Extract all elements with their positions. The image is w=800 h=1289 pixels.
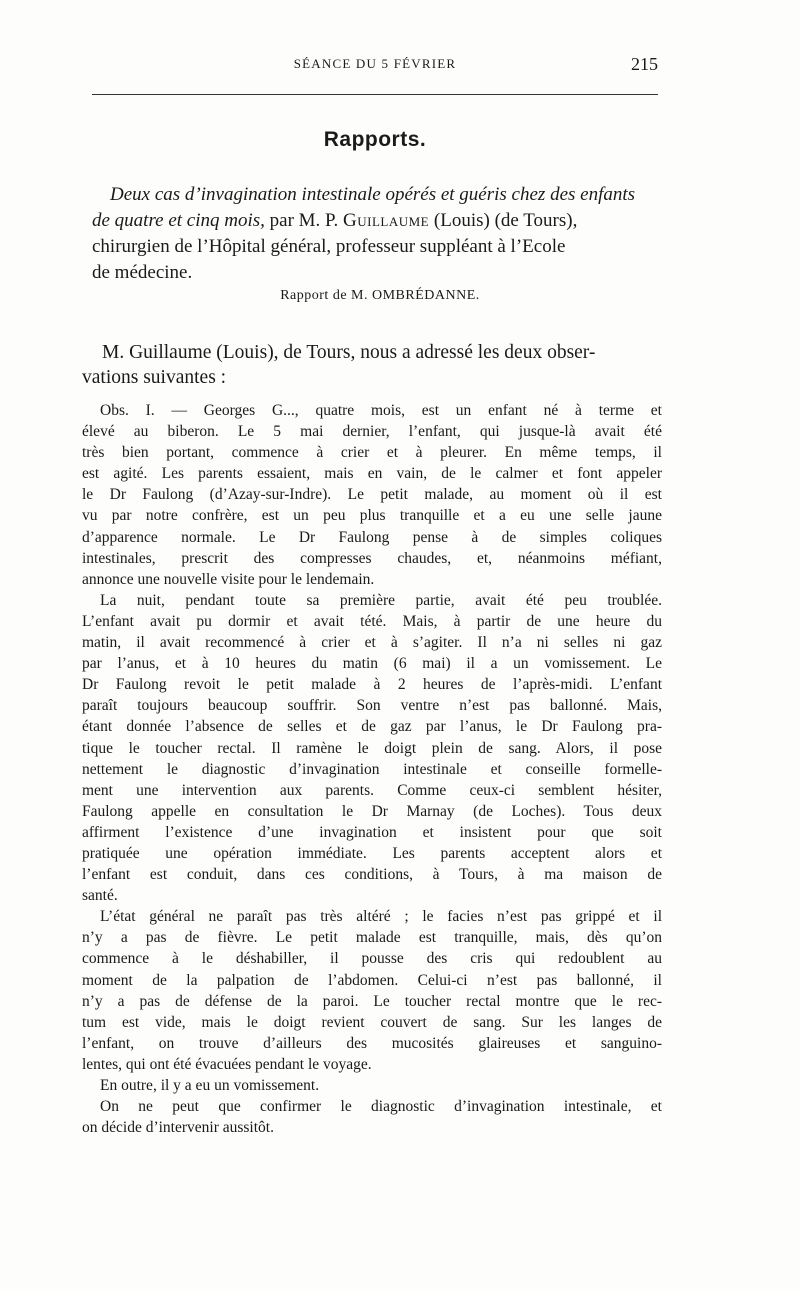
intro-paragraph <box>82 340 662 390</box>
body-line: l’enfant est conduit, dans ces conditions, à Tours, à ma maison de <box>82 866 662 884</box>
body-line: est agité. Les parents essaient, mais en vain, de le calmer et font appeler <box>82 465 662 483</box>
intro-line: vations suivantes : <box>82 367 227 388</box>
section-title: Rapports. <box>323 128 427 151</box>
body-line: intestinales, prescrit des compresses chaudes, et, néanmoins méfiant, <box>82 549 662 567</box>
body-line: Faulong appelle en consultation le Dr Marnay (de Loches). Tous deux <box>82 802 662 820</box>
author-suffix: (Louis) (de Tours), <box>429 210 578 231</box>
body-line: En outre, il y a eu un vomissement. <box>100 1077 320 1094</box>
body-line: très bien portant, commence à crier et à pleurer. En même temps, il <box>82 444 662 462</box>
report-title-text: de quatre et cinq mois, <box>92 210 265 231</box>
body-line: tique le toucher rectal. Il ramène le doigt plein de sang. Alors, il pose <box>82 739 662 757</box>
body-line: matin, il avait recommencé à crier et à s’agiter. Il n’a ni selles ni gaz <box>82 634 662 652</box>
body-line: annonce une nouvelle visite pour le lendemain. <box>82 570 375 588</box>
report-title-line: Deux cas d’invagination intestinale opérés et guéris chez des enfants <box>110 184 636 205</box>
affiliation-line: de médecine. <box>92 262 193 283</box>
body-line: La nuit, pendant toute sa première partie, avait été peu troublée. <box>100 591 662 609</box>
body-line: n’y a pas de fièvre. Le petit malade est tranquille, mais, dès qu’on <box>82 929 662 947</box>
body-line: pratiquée une opération immédiate. Les parents acceptent alors et <box>82 844 662 862</box>
body-line: L’état général ne paraît pas très altéré ; le facies n’est pas grippé et il <box>100 908 662 926</box>
body-line: le Dr Faulong (d’Azay-sur-Indre). Le petit malade, au moment où il est <box>82 486 662 504</box>
page-number: 215 <box>631 54 658 74</box>
header-rule <box>92 94 658 95</box>
body-line: n’y a pas de défense de la paroi. Le toucher rectal montre que le rec- <box>82 992 662 1010</box>
body-line: d’apparence normale. Le Dr Faulong pense à de simples coliques <box>82 528 662 546</box>
report-heading <box>92 182 668 286</box>
body-line: L’enfant avait pu dormir et avait tété. Mais, à partir de une heure du <box>82 612 662 630</box>
body-line: commence à le déshabiller, il pousse des cris qui redoublent au <box>82 950 662 968</box>
body-line: affirment l’existence d’une invagination et insistent pour que soit <box>82 823 662 841</box>
body-line: l’enfant, on trouve d’ailleurs des mucosités glaireuses et sanguino- <box>82 1034 662 1052</box>
body-line: Dr Faulong revoit le petit malade à 2 heures de l’après-midi. L’enfant <box>82 676 662 694</box>
observation-text <box>82 400 662 1138</box>
body-line: santé. <box>82 887 118 905</box>
author-prefix: par M. P. <box>264 210 344 231</box>
body-line: ment une intervention aux parents. Comme ceux-ci semblent hésiter, <box>82 781 662 799</box>
body-line: élevé au biberon. Le 5 mai dernier, l’enfant, qui jusque-là avait été <box>82 423 662 441</box>
body-line: On ne peut que confirmer le diagnostic d’invagination intestinale, et <box>100 1098 662 1116</box>
author-name: Guillaume <box>343 210 430 231</box>
body-line: moment de la palpation de l’abdomen. Celui-ci n’est pas ballonné, il <box>82 971 662 989</box>
report-title-line <box>92 208 668 234</box>
body-line: paraît toujours beaucoup souffrir. Son ventre n’est pas ballonné. Mais, <box>82 697 662 715</box>
body-line: étant donnée l’absence de selles et de gaz par l’anus, le Dr Faulong pra- <box>82 718 662 736</box>
body-line: on décide d’intervenir aussitôt. <box>82 1119 274 1137</box>
body-line: nettement le diagnostic d’invagination intestinale et conseille formelle- <box>82 760 662 778</box>
body-line: Obs. I. — Georges G..., quatre mois, est un enfant né à terme et <box>100 402 662 419</box>
affiliation-line: chirurgien de l’Hôpital général, professeur suppléant à l’Ecole <box>92 236 566 257</box>
intro-line: M. Guillaume (Louis), de Tours, nous a adressé les deux obser- <box>102 342 596 363</box>
body-line: tum est vide, mais le doigt revient couvert de sang. Sur les langes de <box>82 1013 662 1031</box>
body-line: par l’anus, et à 10 heures du matin (6 mai) il a un vomissement. Le <box>82 655 662 673</box>
body-line: vu par notre confrère, est un peu plus tranquille et a eu une selle jaune <box>82 507 662 525</box>
running-head <box>92 56 658 82</box>
body-line: lentes, qui ont été évacuées pendant le voyage. <box>82 1055 372 1073</box>
running-title: SÉANCE DU 5 FÉVRIER <box>293 56 457 71</box>
rapporteur-line: Rapport de M. OMBRÉDANNE. <box>280 288 480 303</box>
